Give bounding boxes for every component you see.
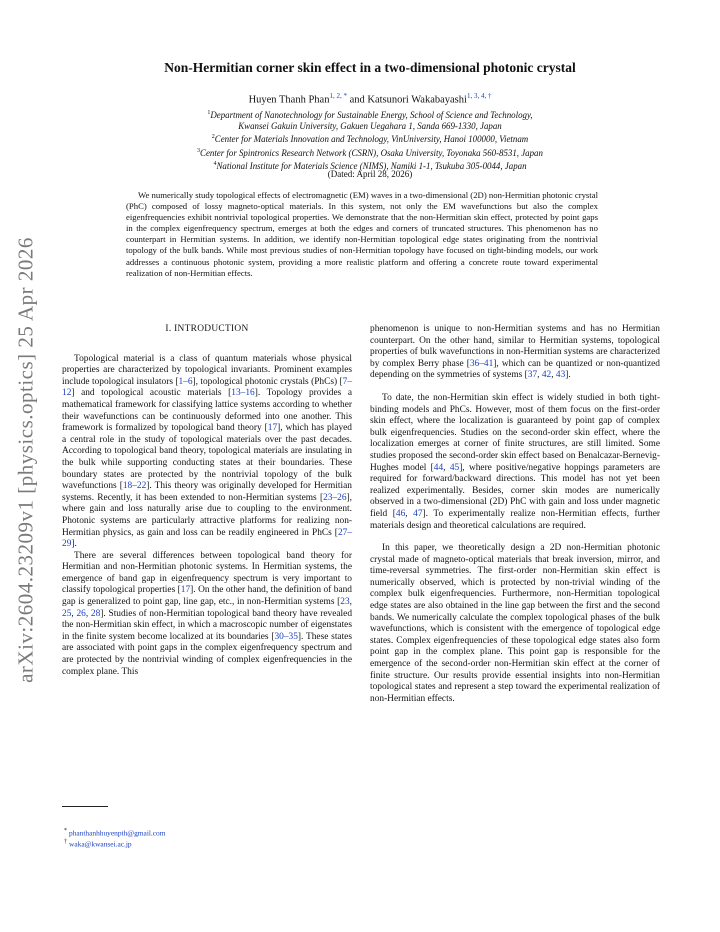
paragraph: [370, 393, 660, 532]
paragraph-text: ], where positive/negative hoppings parameters are required for forward/backward directions. This model has not yet been realized experimentally. Besides, corner skin modes are numerically observed in a two-dimensional (2D) PhC with gain and loss under magnetic field [: [370, 462, 661, 519]
paragraph-text: ,: [551, 370, 556, 381]
paragraph-text: ]. This theory was originally developed for Hermitian systems. Recently, it has been extended to non-Hermitian systems [: [62, 481, 352, 503]
affiliation: $^4$National Institute for Materials Science (NIMS), Namiki 1-1, Tsukuba 305-0044, Japan: [213, 160, 527, 171]
author-name: Katsunori Wakabayashi: [367, 94, 467, 106]
citation-link[interactable]: 46: [395, 508, 406, 519]
citation-link[interactable]: 30–35: [274, 631, 298, 642]
footnote: * phanthanhhuyenpth@gmail.com: [64, 828, 166, 838]
paragraph-text: ]. On the other hand, the definition of band gap is generalized to point gap, line gap, etc., in non-Hermitian systems [: [62, 585, 352, 608]
paragraph-text: In this paper, we theoretically design a 2D non-Hermitian photonic crystal made of magneto-optical materials that break inversion, mirror, and time-reversal symmetries. The first-order non-Hermitian skin effect is numerically observed, which is protected by non-trivial winding of the complex bulk eigenfrequencies. Furthermore, non-Hermitian topological edge states are also obtained in the line gap between the first and the second bands. We numerically calculate the complex topological phases of the bulk wavefunctions, which is consistent with the emergence of topological edge states. Complex eigenfrequencies of these topological edge states also form point gap in the complex plane. This point gap is responsible for the emergence of the second-order non-Hermitian skin effect at the corner of finite structure. Our results provide essential insights into non-Hermitian topological states and represent a step toward the experimental realization of non-Hermitian effects.: [370, 543, 660, 704]
citation-link[interactable]: 37: [527, 370, 538, 381]
paragraph-text: phenomenon is unique to non-Hermitian systems and has no Hermitian counterpart. On the other hand, similar to Hermitian systems, topological properties of bulk wavefunctions in non-Hermitian systems are characterized by complex Berry phase [: [370, 324, 660, 369]
paragraph: [370, 543, 660, 705]
citation-link[interactable]: 23–26: [323, 492, 347, 503]
citation-link[interactable]: 45: [449, 462, 460, 473]
section-heading: I. INTRODUCTION: [165, 324, 249, 334]
affiliations: [100, 108, 640, 172]
paragraph-text: ,: [537, 370, 542, 381]
paragraph-text: ,: [443, 462, 450, 473]
paragraph-text: ] and topological acoustic materials [: [71, 388, 232, 399]
paragraph-text: ,: [71, 608, 77, 619]
email-link[interactable]: waka@kwansei.ac.jp: [69, 839, 132, 849]
paragraph-text: ,: [85, 608, 91, 619]
citation-link[interactable]: 42: [541, 370, 552, 381]
author-conjunction: and: [349, 94, 365, 106]
author-list: [100, 92, 640, 106]
citation-link[interactable]: 17: [180, 585, 191, 596]
paragraph-text: ]. To experimentally realize non-Hermitian effects, further materials design and theoretical calculations are required.: [370, 508, 660, 531]
paragraph-text: ,: [349, 597, 352, 608]
affiliation-cont: Kwansei Gakuin University, Gakuen Uegahara 1, Sanda 669-1330, Japan: [238, 121, 502, 132]
citation-link[interactable]: 43: [555, 370, 566, 381]
paragraph-text: ,: [405, 508, 414, 519]
affiliation: $^1$Department of Nanotechnology for Sustainable Energy, School of Science and Technology,: [207, 109, 533, 120]
paragraph-text: ], topological photonic crystals (PhCs) [: [192, 376, 343, 387]
date-line: (Dated: April 28, 2026): [327, 169, 413, 179]
citation-link[interactable]: 23: [340, 597, 350, 608]
paragraph-text: ]. These states are associated with point gaps in the complex eigenfrequency spectrum and are protected by the nontrivial winding of complex eigenfrequencies in the complex plane. This: [62, 631, 352, 677]
paper-title: Non-Hermitian corner skin effect in a two-dimensional photonic crystal: [164, 60, 576, 75]
paragraph-text: To date, the non-Hermitian skin effect is widely studied in both tight-binding models and PhCs. However, most of them focus on the first-order skin effect, where the localization is guaranteed by point gap of complex bulk eigenfrequencies. Studies on the second-order skin effect, where the localization emerges at corner of finite structures, are still limited. Some studies proposed the second-order skin effect based on Benalcazar-Bernevig-Hughes model [: [370, 392, 660, 473]
paragraph-text: There are several differences between topological band theory for Hermitian and non-Hermitian photonic systems. In Hermitian systems, the emergence of band gap in eigenfrequency spectrum is very important to classify topological properties [: [62, 550, 352, 596]
citation-link[interactable]: 1–6: [178, 376, 193, 387]
affiliation: $^3$Center for Spintronics Research Network (CSRN), Osaka University, Toyonaka 560-8531, Japan: [197, 147, 543, 158]
arxiv-stamp: [6, 237, 46, 683]
citation-link[interactable]: 36–41: [469, 358, 494, 369]
citation-link[interactable]: 17: [267, 423, 278, 434]
paragraph-text: ], which has played a central role in the study of topological materials over the past decades. According to topological band theory, topological materials are insulating in the bulk while supporting conducting states at their boundaries. These boundary states are protected by the nontrivial topology of the bulk wavefunctions [: [62, 423, 352, 492]
footnote-divider: [62, 806, 108, 807]
author-name: Huyen Thanh Phan: [248, 94, 330, 106]
affiliation: $^2$Center for Materials Innovation and Technology, VinUniversity, Hanoi 100000, Vietnam: [211, 134, 529, 145]
citation-link[interactable]: 26: [76, 608, 86, 619]
paragraph: [62, 551, 352, 679]
paragraph-text: ], where gain and loss naturally arise due to coupling to the environment. Photonic systems are particularly attractive platforms for realizing non-Hermitian physics, as gain and loss can be readily engineered in PhCs [: [62, 492, 352, 538]
paragraph: [370, 324, 660, 382]
right-column: [370, 324, 660, 705]
paragraph-text: Topological material is a class of quantum materials whose physical properties are characterized by topological invariants. Prominent examples include topological insulators [: [62, 353, 352, 387]
left-column: [62, 322, 352, 678]
citation-link[interactable]: 44: [433, 462, 444, 473]
paragraph-text: ], which can be quantized or non-quantized depending on the symmetries of systems [: [370, 358, 660, 381]
arxiv-stamp-text: arXiv:2604.23209v1 [physics.optics] 25 Apr 2026: [13, 237, 38, 683]
email-link[interactable]: phanthanhhuyenpth@gmail.com: [69, 828, 166, 838]
citation-link[interactable]: 47: [413, 508, 423, 519]
paragraph-text: ]. Studies of non-Hermitian topological band theory have revealed the non-Hermitian skin effect, in which a macroscopic number of eigenstates in the finite system become localized at its boundaries [: [62, 608, 353, 642]
citation-link[interactable]: 25: [62, 608, 72, 619]
author-affil-marks[interactable]: 1, 2, *: [329, 92, 347, 100]
citation-link[interactable]: 28: [90, 608, 101, 619]
abstract: We numerically study topological effects of electromagnetic (EM) waves in a two-dimensional (2D) non-Hermitian photonic crystal (PhC) composed of lossy magneto-optical materials. In this system, not only the EM wavefunctions but also the complex eigenfrequencies exhibit nontrivial topological properties. We demonstrate that the non-Hermitian skin effect, protected by point gaps in the complex eigenfrequency spectrum, emerges at both the edges and corners of truncated structures. This phenomenon has no counterpart in Hermitian systems. In addition, we identify non-Hermitian topological edge states originating from the nontrivial topology of the bulk bands. While most previous studies of non-Hermitian topology have focused on tight-binding models, our work addresses a continuous photonic system, providing a more realistic platform and offering a concrete route toward experimental realization of non-Hermitian effects.: [126, 190, 598, 278]
paragraph-text: ].: [71, 539, 77, 550]
citation-link[interactable]: 13–16: [231, 388, 255, 399]
citation-link[interactable]: 7–12: [62, 376, 352, 399]
footnote: † waka@kwansei.ac.jp: [64, 839, 132, 849]
paragraph: [62, 354, 352, 551]
paragraph-text: ].: [565, 370, 571, 381]
author-affil-marks[interactable]: 1, 3, 4, †: [466, 92, 492, 100]
paragraph-text: ]. Topology provides a mathematical framework for classifying lattice systems according to whether their wavefunctions can be continuously deformed into one another. This framework is formalized by topological band theory [: [62, 388, 352, 434]
citation-link[interactable]: 27–29: [62, 527, 352, 550]
citation-link[interactable]: 18–22: [122, 481, 147, 492]
